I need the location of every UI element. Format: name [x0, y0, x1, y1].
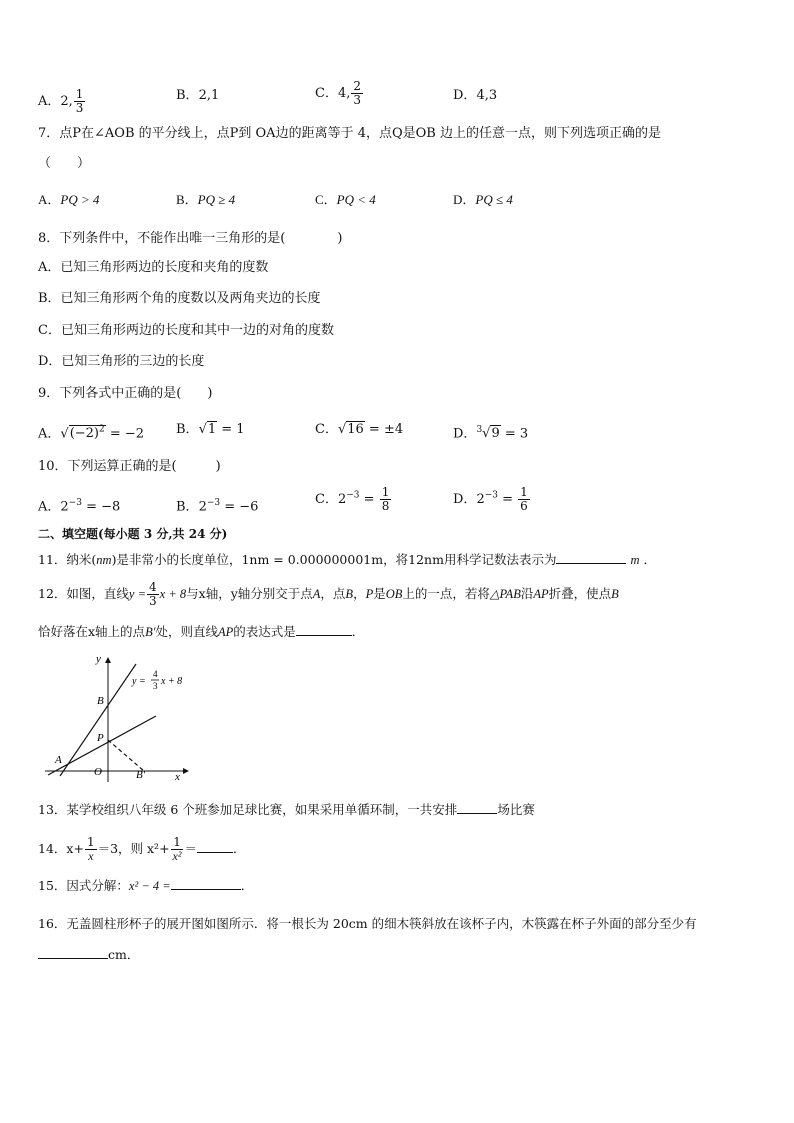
q13: 13．某学校组织八年级 6 个班参加足球比赛，如果采用单循环制，一共安排 场比赛 — [38, 802, 535, 817]
q9-option-b: B．√1 = 1 — [176, 422, 245, 437]
q11: 11．纳米(nm)是非常小的长度单位，1nm = 0.000000001m，将12nm用科学记数法表示为 m ． — [38, 552, 656, 567]
q11-answer-blank[interactable] — [556, 563, 626, 564]
q16-answer-blank[interactable] — [38, 958, 108, 959]
q7-paren: （ ） — [38, 156, 91, 171]
q8-option-a: A．已知三角形两边的长度和夹角的度数 — [38, 260, 269, 275]
q15-answer-blank[interactable] — [171, 889, 241, 890]
eq-label-rest: x + 8 — [161, 676, 183, 687]
dashed-pb-prime — [108, 740, 144, 771]
q8-option-d: D．已知三角形的三边的长度 — [38, 354, 205, 369]
q16-answer-line: cm． — [38, 947, 139, 963]
q9-option-d: D．$^3$√9 = 3 — [453, 425, 529, 442]
eq-label-num: 4 — [153, 669, 158, 679]
q10-stem: 10．下列运算正确的是( ) — [38, 459, 221, 474]
label-b: B — [97, 695, 104, 707]
q7-option-b: B．PQ ≥ 4 — [176, 192, 236, 207]
q9-option-c: C．√16 = ±4 — [315, 422, 404, 437]
q10-option-c: C．$2^{-3}$ = $\frac{1}{8}$ — [315, 485, 390, 513]
line-ab — [60, 664, 136, 776]
q7-option-a: A．PQ > 4 — [38, 192, 100, 207]
q9-stem: 9．下列各式中正确的是( ) — [38, 386, 213, 401]
q8-option-b: B．已知三角形两个角的度数以及两角夹边的长度 — [38, 291, 321, 306]
q10-option-d: D．$2^{-3}$ = $\frac{1}{6}$ — [453, 485, 528, 513]
line-ap — [48, 716, 156, 775]
section-title: 二、填空题(每小题 3 分,共 24 分) — [38, 527, 228, 541]
q7-option-d: D．PQ ≤ 4 — [453, 192, 513, 207]
eq-label-y: y = — [132, 676, 146, 687]
label-b-prime: B′ — [136, 769, 146, 781]
eq-label-den: 3 — [153, 681, 158, 691]
q6-option-d: D．4,3 — [453, 88, 498, 103]
q15: 15．因式分解：x² − 4 = ． — [38, 878, 254, 893]
x-axis-label: x — [175, 771, 180, 783]
q7-stem: 7．点P在∠AOB 的平分线上，点P到 OA边的距离等于 4，点Q是OB 边上的任意一点，则下列选项正确的是 — [38, 126, 661, 141]
q8-option-c: C．已知三角形两边的长度和其中一边的对角的度数 — [38, 323, 334, 338]
q10-option-a: A．$2^{-3} = -8$ — [38, 498, 121, 515]
q9-option-a: A．$√(-2)^2 = -2$ — [38, 425, 145, 442]
q6-option-a: A．2, $\frac{1}{3}$ — [38, 87, 84, 115]
q6-option-b: B．2,1 — [176, 88, 220, 103]
q6-option-c: C．4, $\frac{2}{3}$ — [315, 79, 361, 107]
q10-option-b: B．$2^{-3} = -6$ — [176, 498, 259, 515]
label-a: A — [55, 754, 62, 766]
q14-answer-blank[interactable] — [197, 852, 233, 853]
q7-option-c: C．PQ < 4 — [315, 192, 376, 207]
label-p: P — [97, 732, 104, 744]
q13-answer-blank[interactable] — [457, 813, 497, 814]
q12-line1: 12．如图，直线y = $\frac{4}{3}$ x + 8与x轴，y轴分别交于点A，点B，P是OB上的一点，若将△PAB沿AP折叠，使点B — [38, 580, 619, 608]
q12-line2: 恰好落在x轴上的点B′处，则直线AP的表达式是 ． — [38, 624, 365, 639]
q14: 14．x+ $\frac{1}{x}$ ＝3，则 x²+ $\frac{1}{\text{x²}}$ ＝ ． — [38, 835, 246, 863]
q8-stem: 8．下列条件中，不能作出唯一三角形的是( ) — [38, 231, 343, 246]
q16-stem: 16．无盖圆柱形杯子的展开图如图所示．将一根长为 20cm 的细木筷斜放在该杯子内，木筷露在杯子外面的部分至少有 — [38, 916, 697, 931]
label-o: O — [94, 766, 102, 778]
q12-figure — [40, 648, 200, 788]
y-axis-label: y — [96, 653, 101, 665]
q12-answer-blank[interactable] — [296, 635, 352, 636]
